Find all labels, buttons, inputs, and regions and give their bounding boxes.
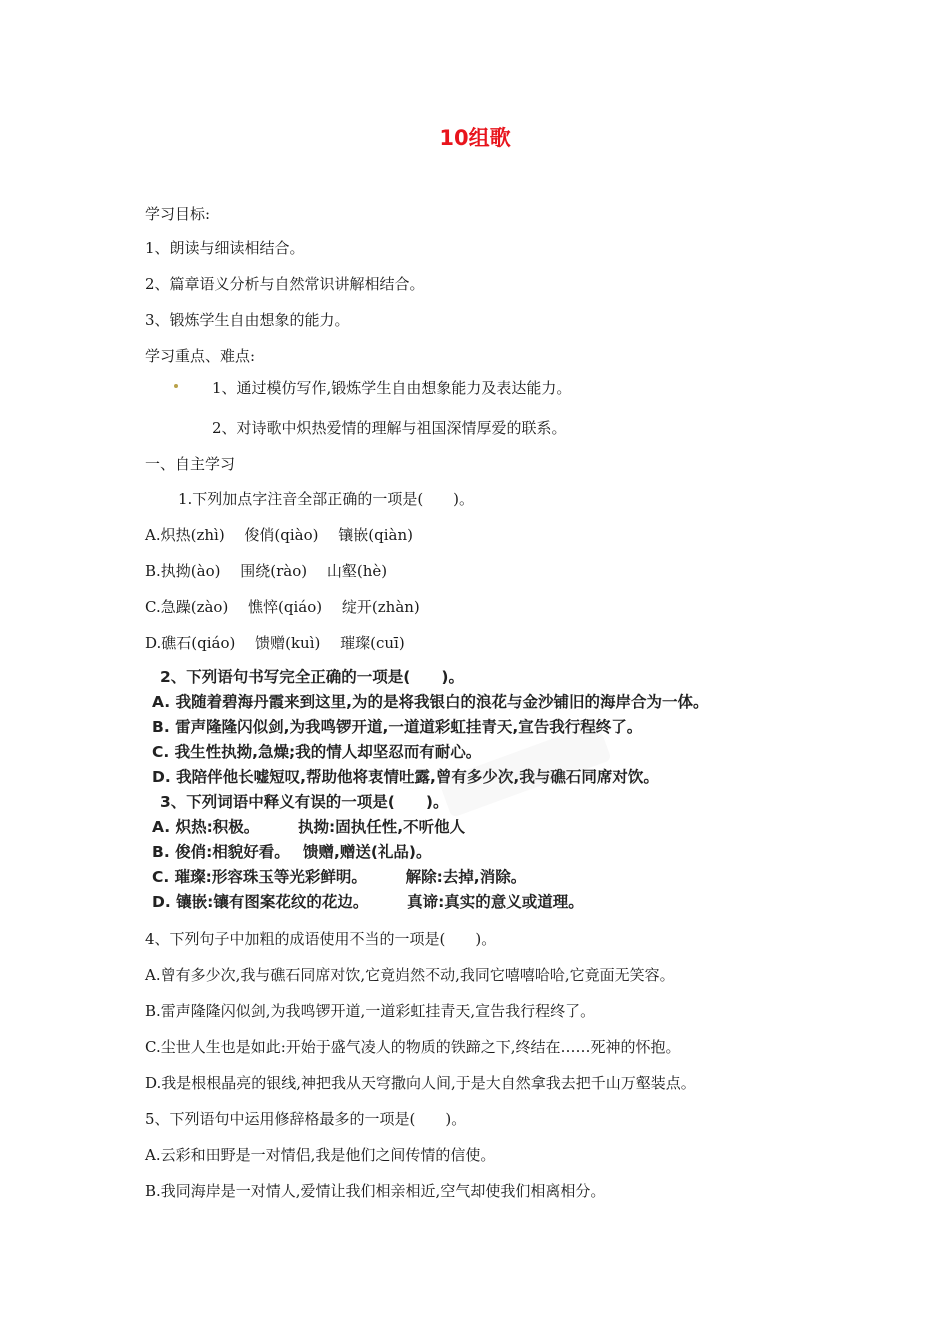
question-option: D.我是根根晶亮的银线,神把我从天穹撒向人间,于是大自然拿我去把千山万壑装点。 xyxy=(145,1074,696,1092)
question-option: B. 俊俏:相貌好看。 馈赠,赠送(礼品)。 xyxy=(152,843,432,861)
question-option: B.雷声隆隆闪似剑,为我鸣锣开道,一道彩虹挂青天,宣告我行程终了。 xyxy=(145,1002,596,1020)
key-point-item: 2、对诗歌中炽热爱情的理解与祖国深情厚爱的联系。 xyxy=(212,419,567,437)
question-option: C. 璀璨:形容珠玉等光彩鲜明。 解除:去掉,消除。 xyxy=(152,868,527,886)
question-stem: 2、下列语句书写完全正确的一项是( )。 xyxy=(160,668,464,686)
question-option: A. 炽热:积极。 执拗:固执任性,不听他人 xyxy=(152,818,466,836)
question-option: A.云彩和田野是一对情侣,我是他们之间传情的信使。 xyxy=(145,1146,496,1164)
question-option: D. 镶嵌:镶有图案花纹的花边。 真谛:真实的意义或道理。 xyxy=(152,893,584,911)
page-title: 10组歌 xyxy=(439,126,511,150)
question-option: A. 我随着碧海丹霞来到这里,为的是将我银白的浪花与金沙铺旧的海岸合为一体。 xyxy=(152,693,709,711)
section-heading: 一、自主学习 xyxy=(145,455,236,473)
question-option: A.炽热(zhì) 俊俏(qiào) 镶嵌(qiàn) xyxy=(145,526,413,544)
question-option: B.我同海岸是一对情人,爱情让我们相亲相近,空气却使我们相离相分。 xyxy=(145,1182,606,1200)
question-stem: 5、下列语句中运用修辞格最多的一项是( )。 xyxy=(145,1110,467,1128)
question-option: C.尘世人生也是如此:开始于盛气凌人的物质的铁蹄之下,终结在……死神的怀抱。 xyxy=(145,1038,681,1056)
key-points-heading: 学习重点、难点: xyxy=(145,347,256,365)
objective-item: 1、朗读与细读相结合。 xyxy=(145,239,305,257)
question-option: B. 雷声隆隆闪似剑,为我鸣锣开道,一道道彩虹挂青天,宣告我行程终了。 xyxy=(152,718,643,736)
key-point-item: 1、通过模仿写作,锻炼学生自由想象能力及表达能力。 xyxy=(212,379,572,397)
question-stem: 4、下列句子中加粗的成语使用不当的一项是( )。 xyxy=(145,930,497,948)
objective-item: 3、锻炼学生自由想象的能力。 xyxy=(145,311,350,329)
question-option: C.急躁(zào) 憔悴(qiáo) 绽开(zhàn) xyxy=(145,598,420,616)
objective-item: 2、篇章语义分析与自然常识讲解相结合。 xyxy=(145,275,425,293)
question-stem: 3、下列词语中释义有误的一项是( )。 xyxy=(160,793,449,811)
question-option: D.礁石(qiáo) 馈赠(kuì) 璀璨(cuī) xyxy=(145,634,405,652)
objectives-heading: 学习目标: xyxy=(145,205,211,223)
question-option: B.执拗(ào) 围绕(rào) 山壑(hè) xyxy=(145,562,388,580)
bullet-dot xyxy=(174,384,178,388)
question-option: A.曾有多少次,我与礁石同席对饮,它竟岿然不动,我同它嘻嘻哈哈,它竟面无笑容。 xyxy=(145,966,675,984)
question-stem: 1.下列加点字注音全部正确的一项是( )。 xyxy=(178,490,475,508)
question-option: C. 我生性执拗,急燥;我的情人却坚忍而有耐心。 xyxy=(152,743,482,761)
question-option: D. 我陪伴他长嘘短叹,帮助他将衷情吐露,曾有多少次,我与礁石同席对饮。 xyxy=(152,768,659,786)
